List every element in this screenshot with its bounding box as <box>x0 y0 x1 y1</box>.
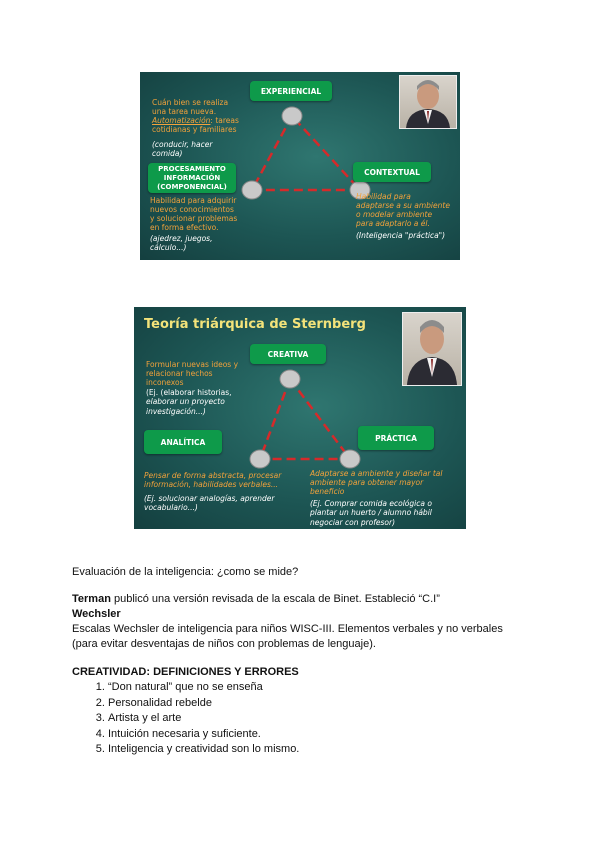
ctx-text-2: adaptarse a su ambiente <box>356 201 450 210</box>
terman-paragraph <box>72 593 440 605</box>
ana-text-1: Pensar de forma abstracta, procesar <box>144 471 282 480</box>
comp-text-3: y solucionar problemas <box>150 214 238 223</box>
componencial-line-3: (COMPONENCIAL) <box>157 182 227 191</box>
terman-text: publicó una versión revisada de la escala de Binet. Estableció “C.I” <box>110 593 440 605</box>
exp-text-2: una tarea nueva. <box>152 107 217 116</box>
ctx-text-4: para adaptarlo a él. <box>356 219 430 228</box>
crea-example-1: (Ej. (elaborar historias, <box>146 388 232 397</box>
ana-text-2: información, habilidades verbales... <box>144 480 279 489</box>
triangle-dashed-lines <box>252 116 360 190</box>
sternberg-photo <box>402 312 462 386</box>
componencial-line-2: INFORMACIÓN <box>163 173 221 182</box>
node-right <box>340 450 360 468</box>
comp-text-2: nuevos conocimientos <box>150 205 234 214</box>
evaluation-heading: Evaluación de la inteligencia: ¿como se mide? <box>72 566 299 578</box>
pra-example-1: (Ej. Comprar comida ecológica o <box>310 499 432 508</box>
componencial-description <box>150 196 237 232</box>
experiencial-example <box>152 140 212 159</box>
node-top <box>282 107 302 125</box>
exp-text-3 <box>152 116 239 125</box>
contextual-example: (Inteligencia "práctica") <box>356 231 446 240</box>
analitica-box: ANALÍTICA <box>144 430 222 454</box>
practica-box: PRÁCTICA <box>358 426 434 450</box>
creativa-example <box>146 388 232 416</box>
experiencial-box: EXPERIENCIAL <box>250 81 332 101</box>
portrait-icon <box>400 76 456 128</box>
exp-text-4: cotidianas y familiares <box>152 125 237 134</box>
exp-example-2: comida) <box>152 149 183 159</box>
pra-text-3: beneficio <box>310 487 345 496</box>
pra-example-2: plantar un huerto / alumno hábil <box>310 508 432 518</box>
practica-example <box>310 499 432 527</box>
ctx-text-3: o modelar ambiente <box>356 210 433 219</box>
pra-example-3: negociar con profesor) <box>310 517 396 527</box>
crea-example-3: investigación...) <box>146 406 206 416</box>
contextual-description <box>356 192 450 228</box>
list-item: 1. “Don natural” que no se enseña <box>108 680 299 696</box>
crea-text-2: relacionar hechos <box>146 369 213 378</box>
terman-name: Terman <box>72 593 111 605</box>
sternberg-photo <box>399 75 457 129</box>
componencial-box <box>148 163 236 193</box>
wechsler-line-1: Escalas Wechsler de inteligencia para niños WISC-III. Elementos verbales y no verbales <box>72 623 503 635</box>
creatividad-heading: CREATIVIDAD: DEFINICIONES Y ERRORES <box>72 666 299 678</box>
automatizacion-term: Automatización <box>152 116 211 125</box>
pra-text-2: ambiente para obtener mayor <box>310 478 424 487</box>
creatividad-list <box>72 680 299 758</box>
pra-text-1: Adaptarse a ambiente y diseñar tal <box>310 469 443 478</box>
wechsler-heading: Wechsler <box>72 608 121 620</box>
ana-example-2: vocabulario...) <box>144 503 198 513</box>
exp-example-1: (conducir, hacer <box>152 140 213 149</box>
crea-text-3: inconexos <box>146 378 184 387</box>
analitica-description <box>144 471 281 489</box>
comp-text-4: en forma efectivo. <box>150 223 219 232</box>
componencial-line-1: PROCESAMIENTO <box>158 164 226 173</box>
exp-text-3-rest: : tareas <box>210 116 239 125</box>
creativa-description <box>146 360 238 387</box>
comp-text-1: Habilidad para adquirir <box>150 196 237 205</box>
crea-example-2: elaborar un proyecto <box>146 397 225 407</box>
comp-example-1: (ajedrez, juegos, <box>150 234 213 243</box>
list-item: 4. Intuición necesaria y suficiente. <box>108 727 299 743</box>
ana-example-1: (Ej. solucionar analogías, aprender <box>144 494 275 503</box>
crea-text-1: Formular nuevas ideos y <box>146 360 239 369</box>
comp-example-2: cálculo...) <box>150 243 187 253</box>
exp-text-1: Cuán bien se realiza <box>152 98 229 107</box>
wechsler-line-2: (para evitar desventajas de niños con problemas de lenguaje). <box>72 638 376 650</box>
list-item: 2. Personalidad rebelde <box>108 696 299 712</box>
list-item: 3. Artista y el arte <box>108 711 299 727</box>
experiencial-description <box>152 98 239 134</box>
slide-title: Teoría triárquica de Sternberg <box>144 317 366 332</box>
list-item: 5. Inteligencia y creatividad son lo mismo. <box>108 742 299 758</box>
componencial-example <box>150 234 212 253</box>
node-left <box>242 181 262 199</box>
creativa-box: CREATIVA <box>250 344 326 364</box>
contextual-box: CONTEXTUAL <box>353 162 431 182</box>
portrait-icon <box>403 313 461 385</box>
node-top <box>280 370 300 388</box>
analitica-example <box>144 494 274 513</box>
slide-triarchic-diagram-1 <box>140 72 460 260</box>
triangle-dashed-lines <box>260 379 350 459</box>
ctx-text-1: Habilidad para <box>356 192 411 201</box>
node-left <box>250 450 270 468</box>
slide-triarchic-diagram-2 <box>134 307 466 529</box>
practica-description <box>310 469 442 496</box>
